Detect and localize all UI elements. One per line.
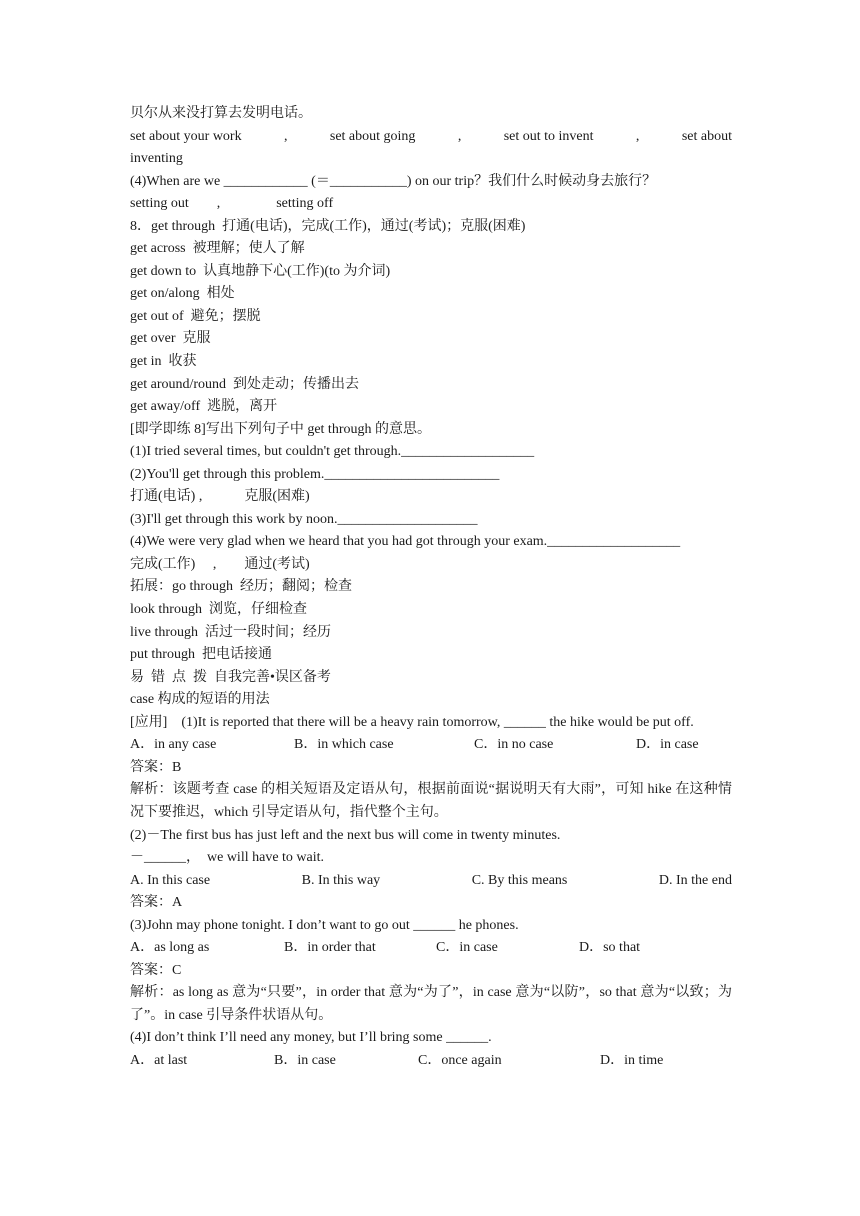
answer-line: 答案：B xyxy=(130,759,182,775)
answer-line: 完成(工作) , 通过(考试) xyxy=(130,556,310,572)
question-line: (3)John may phone tonight. I don’t want to go out ______ he phones. xyxy=(130,917,519,933)
phrase-line: get around/round 到处走动；传播出去 xyxy=(130,376,360,392)
option: B．in case xyxy=(274,1052,336,1068)
question-line: (4)When are we ____________ (＝___________) on our trip？我们什么时候动身去旅行？ xyxy=(130,173,657,189)
option: A．as long as xyxy=(130,940,210,956)
options-row xyxy=(130,937,732,960)
phrase-line: get away/off 逃脱，离开 xyxy=(130,399,278,415)
phrase: set out to invent xyxy=(503,128,594,144)
phrase-line: get in 收获 xyxy=(130,354,197,370)
option: C．once again xyxy=(418,1052,502,1068)
answer-line: 打通(电话) , 克服(困难) xyxy=(130,489,310,505)
topic-line: case 构成的短语的用法 xyxy=(130,692,270,708)
answer-line: 答案：A xyxy=(130,895,183,911)
option: B．in which case xyxy=(294,737,394,753)
section-heading: 8．get through 打通(电话)，完成(工作)，通过(考试)；克服(困难) xyxy=(130,218,526,234)
phrase-line: get on/along 相处 xyxy=(130,286,235,302)
question-line: －______， we will have to wait. xyxy=(130,850,325,866)
question-line: (2)You'll get through this problem._________________________ xyxy=(130,466,500,482)
phrase-row xyxy=(130,126,732,149)
phrase-line: look through 浏览，仔细检查 xyxy=(130,602,307,618)
option: D．so that xyxy=(579,940,641,956)
option: D．in time xyxy=(600,1052,664,1068)
option: B．in order that xyxy=(284,940,376,956)
option: A. In this case xyxy=(130,872,211,888)
explanation-line: 解析：as long as 意为“只要”，in order that 意为“为了”，in case 意为“以防”，so that 意为“以致；为了”。in case 引导条件状语从句。 xyxy=(130,985,732,1023)
answer-line: setting out , setting off xyxy=(130,196,334,212)
exercise-heading: [即学即练 8]写出下列句子中 get through 的意思。 xyxy=(130,421,431,437)
option: C．in no case xyxy=(474,737,554,753)
phrase-line: live through 活过一段时间；经历 xyxy=(130,624,332,640)
phrase-line: get down to 认真地静下心(工作)(to 为介词) xyxy=(130,263,391,279)
option: A．at last xyxy=(130,1052,188,1068)
phrase-line: get across 被理解；使人了解 xyxy=(130,241,305,257)
section-heading: 易 错 点 拨 自我完善•误区备考 xyxy=(130,669,331,685)
phrase: set about xyxy=(681,128,732,144)
phrase-line: get out of 避免；摆脱 xyxy=(130,308,261,324)
separator: , xyxy=(283,128,288,144)
option: D. In the end xyxy=(658,872,732,888)
phrase-line: put through 把电话接通 xyxy=(130,647,272,663)
options-row xyxy=(130,734,732,757)
question-line: (1)I tried several times, but couldn't get through.___________________ xyxy=(130,444,535,460)
text-line: 贝尔从来没打算去发明电话。 xyxy=(130,106,312,121)
question-line: [应用] (1)It is reported that there will be a heavy rain tomorrow, ______ the hike would be put off. xyxy=(130,714,694,730)
phrase: set about your work xyxy=(130,128,242,144)
document-page xyxy=(130,103,732,1073)
question-line: (2)－The first bus has just left and the next bus will come in twenty minutes. xyxy=(130,827,561,843)
explanation-line: 解析：该题考查 case 的相关短语及定语从句，根据前面说“据说明天有大雨”，可知 hike 在这种情况下要推迟，which 引导定语从句，指代整个主句。 xyxy=(130,782,732,820)
question-line: (4)We were very glad when we heard that you had got through your exam.___________________ xyxy=(130,534,681,550)
option: C. By this means xyxy=(471,872,568,888)
phrase-line: get over 克服 xyxy=(130,331,211,347)
phrase-line: 拓展：go through 经历；翻阅；检查 xyxy=(130,579,353,595)
options-row xyxy=(130,870,732,893)
option: A．in any case xyxy=(130,737,217,753)
text-line: inventing xyxy=(130,151,183,167)
answer-line: 答案：C xyxy=(130,962,182,978)
phrase: set about going xyxy=(329,128,416,144)
option: C．in case xyxy=(436,940,498,956)
separator: , xyxy=(635,128,640,144)
option: B. In this way xyxy=(301,872,381,888)
question-line: (3)I'll get through this work by noon.____________________ xyxy=(130,511,478,527)
separator: , xyxy=(457,128,462,144)
options-row xyxy=(130,1050,732,1073)
option: D．in case xyxy=(636,737,699,753)
question-line: (4)I don’t think I’ll need any money, but I’ll bring some ______. xyxy=(130,1030,492,1046)
